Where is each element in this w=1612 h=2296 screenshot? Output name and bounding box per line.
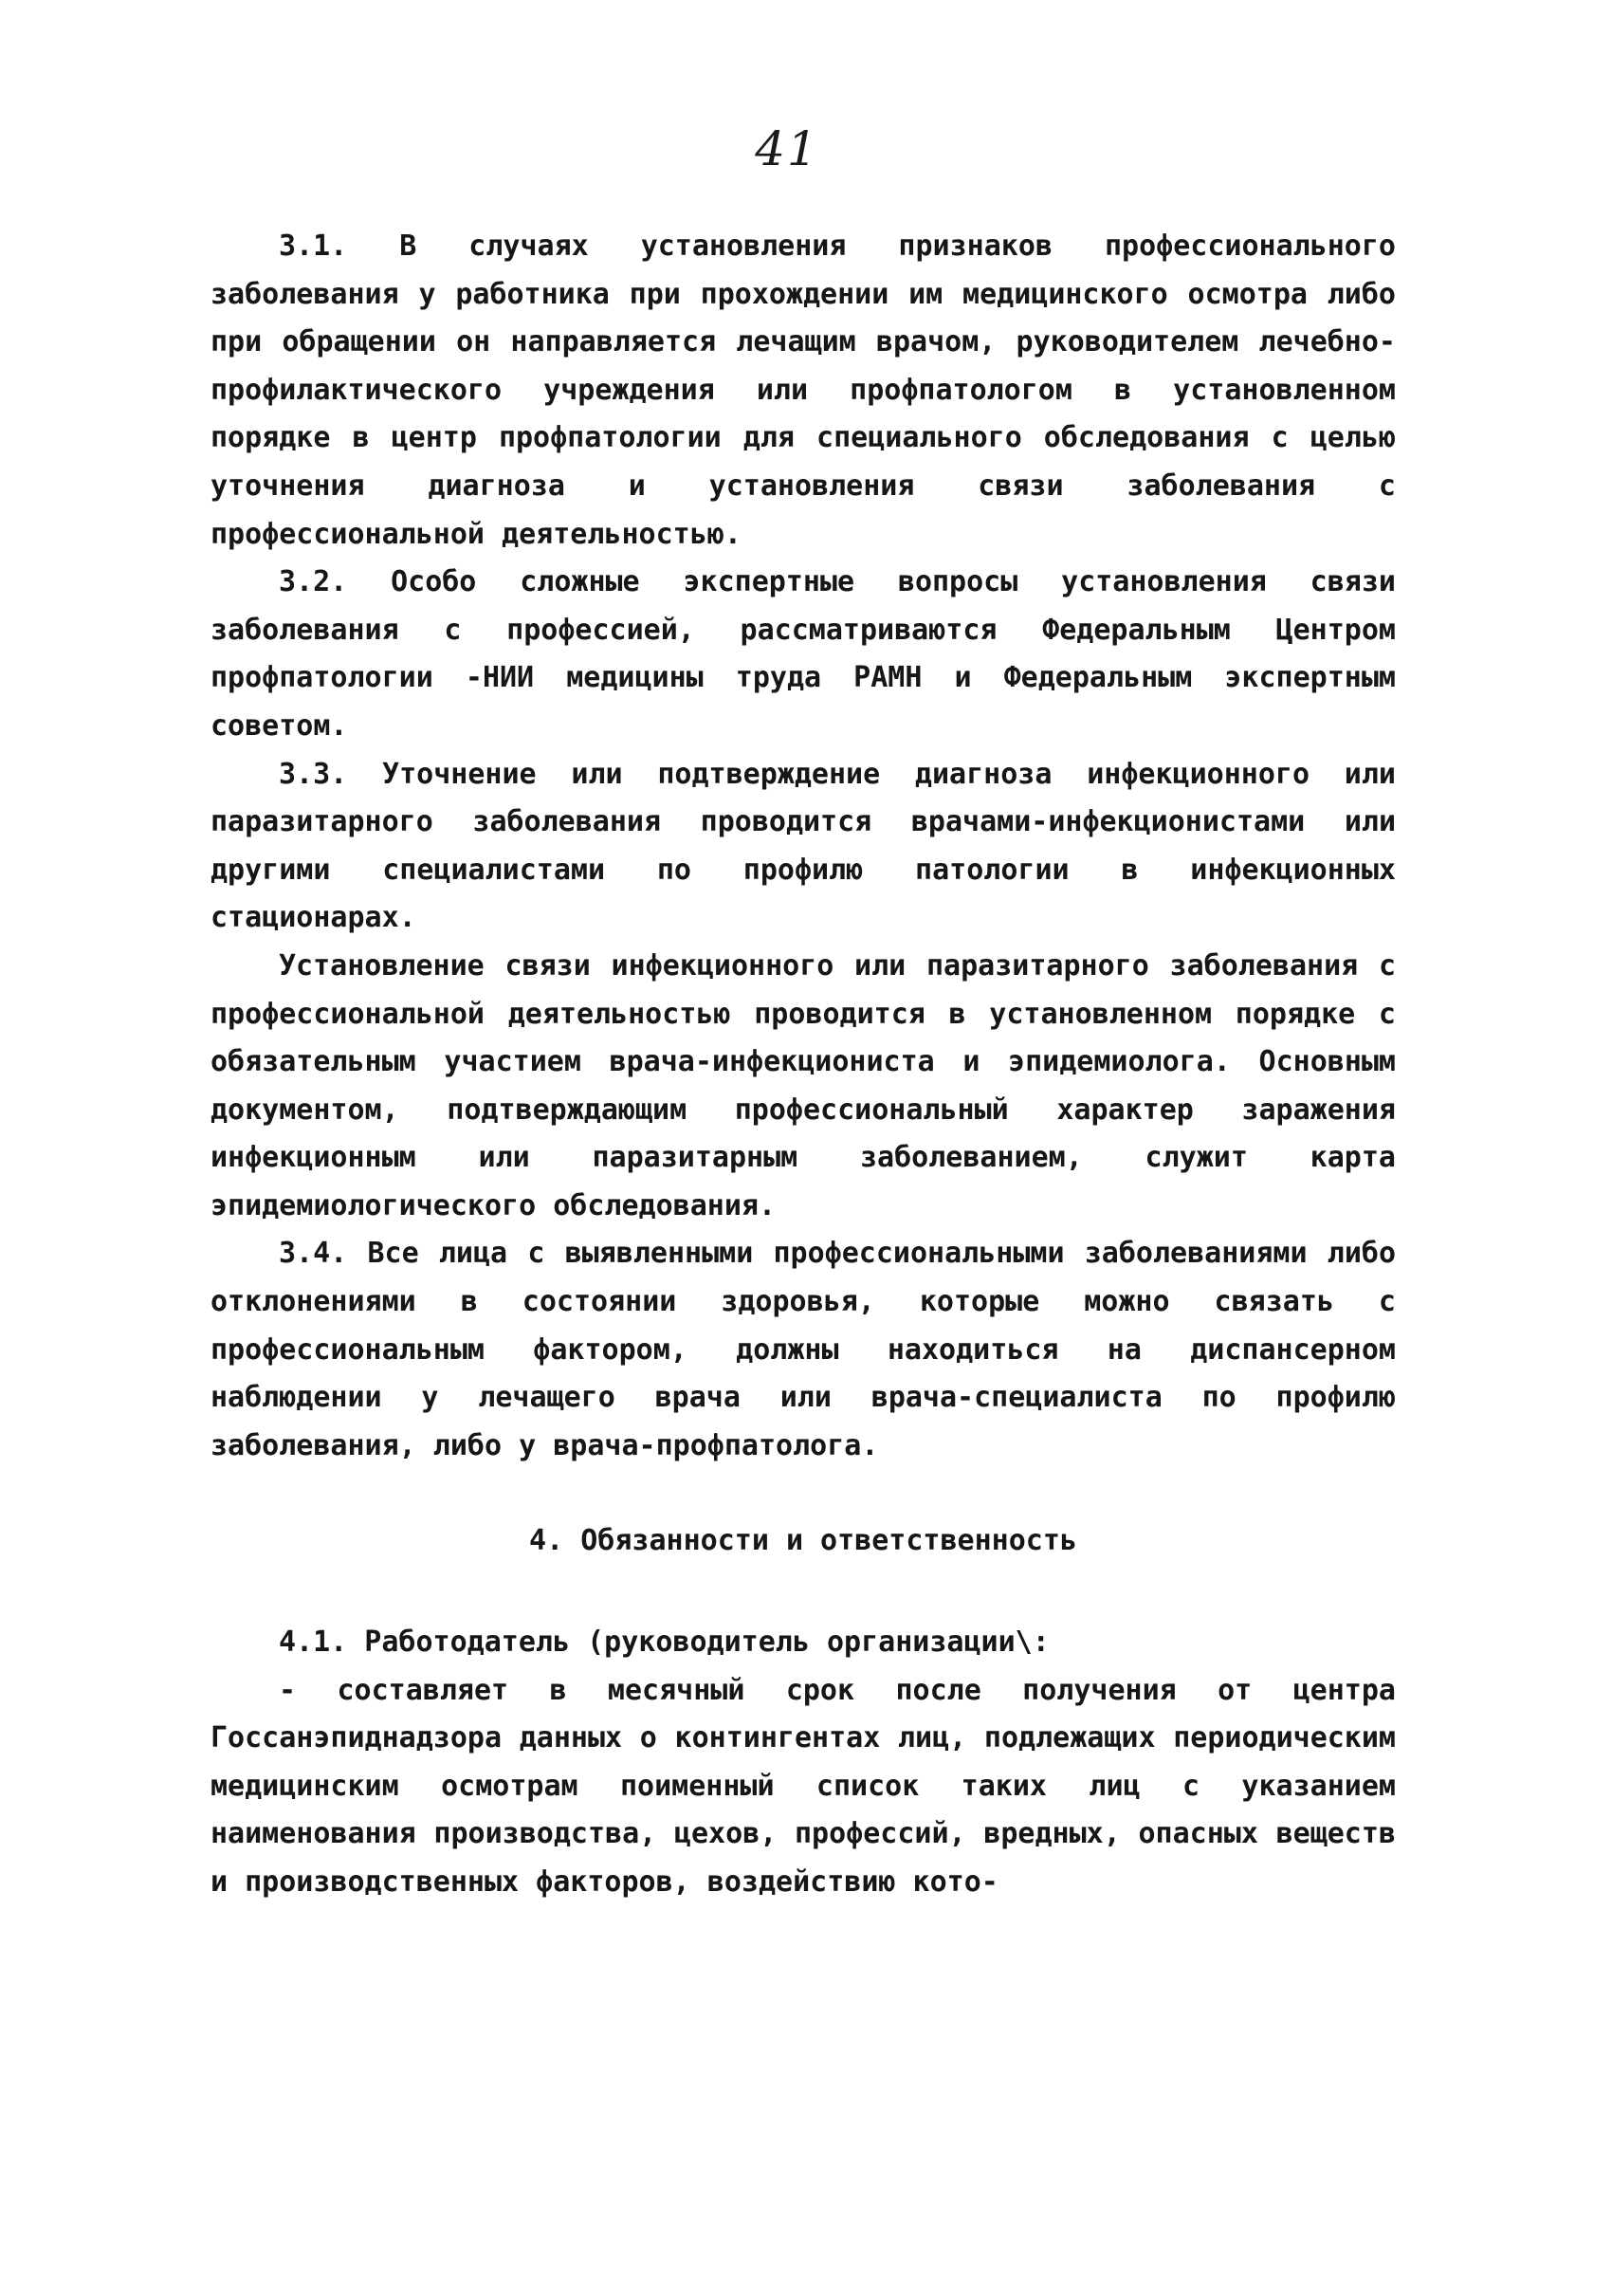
paragraph-4-1: 4.1. Работодатель (руководитель организации\: — [279, 1626, 1050, 1660]
paragraph-3-1: 3.1. В случаях установления признаков профессионального заболевания у работника при прохождении им медицинского осмотра либо при обращении он направляется лечащим врачом, руководителем лечебно-профилактического учреждения или профпатологом в установленном порядке в центр профпатологии для специального обследования с целью уточнения диагноза и установления связи заболевания с профессиональной деятельностью. — [211, 230, 1396, 551]
paragraph-3-4: 3.4. Все лица с выявленными профессиональными заболеваниями либо отклонениями в состоянии здоровья, которые можно связать с профессиональным фактором, должны находиться на диспансерном наблюдении у лечащего врача или врача-специалиста по профилю заболевания, либо у врача-профпатолога. — [211, 1237, 1396, 1462]
paragraph-infection-link: Установление связи инфекционного или паразитарного заболевания с профессиональной деятельностью проводится в установленном порядке с обязательным участием врача-инфекциониста и эпидемиолога. Основным документом, подтверждающим профессиональный характер заражения инфекционным или паразитарным заболеванием, служит карта эпидемиологического обследования. — [211, 948, 1396, 1222]
section-heading: 4. Обязанности и ответственность — [529, 1524, 1077, 1558]
document-body — [211, 223, 1396, 1907]
paragraph-3-2: 3.2. Особо сложные экспертные вопросы установления связи заболевания с профессией, рассматриваются Федеральным Центром профпатологии -НИИ медицины труда РАМН и Федеральным экспертным советом. — [211, 565, 1396, 743]
paragraph-4-1-item: - составляет в месячный срок после получения от центра Госсанэпиднадзора данных о контингентах лиц, подлежащих периодическим медицинским осмотрам поименный список таких лиц с указанием наименования производства, цехов, профессий, вредных, опасных веществ и производственных факторов, воздействию кото- — [211, 1673, 1396, 1899]
paragraph-3-3: 3.3. Уточнение или подтверждение диагноза инфекционного или паразитарного заболевания проводится врачами-инфекционистами или другими специалистами по профилю патологии в инфекционных стационарах. — [211, 757, 1396, 935]
page-number: 41 — [755, 121, 819, 176]
